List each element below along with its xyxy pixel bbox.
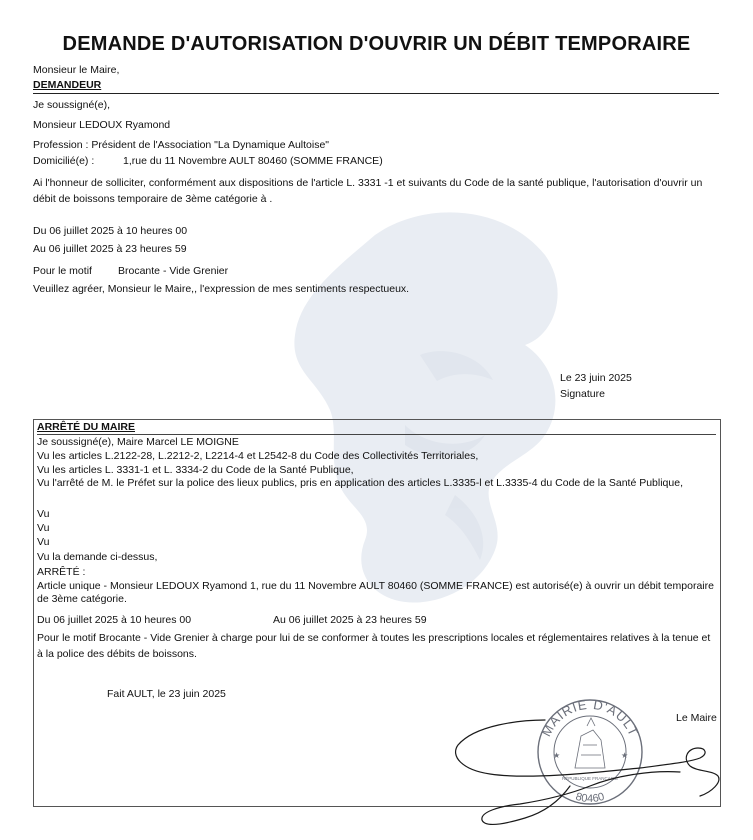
arrete-line-4: Vu l'arrêté de M. le Préfet sur la police des lieux publics, pris en application des articles L.3335-l et L.3335-4 du Code de la Santé Publique,	[37, 477, 683, 489]
arrete-vu-3: Vu	[37, 536, 50, 548]
demandeur-intro: Je soussigné(e),	[33, 99, 111, 111]
arrete-to: Au 06 juillet 2025 à 23 heures 59	[273, 614, 427, 626]
svg-text:★: ★	[621, 751, 629, 760]
arrete-rule	[37, 434, 716, 435]
arrete-motif: Pour le motif Brocante - Vide Grenier à charge pour lui de se conformer à toutes les prescriptions locales et réglementaires relatives à la tenue et à la police des débits de boissons.	[37, 632, 711, 660]
page-title: DEMANDE D'AUTORISATION D'OUVRIR UN DÉBIT TEMPORAIRE	[62, 33, 691, 55]
domicile-label: Domicilié(e) :	[33, 155, 95, 167]
arrete-line-5: Vu la demande ci-dessus,	[37, 551, 158, 563]
arrete-line-2: Vu les articles L.2122-28, L.2212-2, L2214-4 et L2542-8 du Code des Collectivités Territoriales,	[37, 450, 479, 462]
stamp-top-text: MAIRIE D'AULT	[538, 696, 642, 739]
demandeur-heading: DEMANDEUR	[33, 79, 102, 91]
signature-label: Signature	[560, 388, 605, 400]
demandeur-name: Monsieur LEDOUX Ryamond	[33, 119, 171, 131]
demandeur-to: Au 06 juillet 2025 à 23 heures 59	[33, 243, 187, 255]
motif-value: Brocante - Vide Grenier	[118, 265, 229, 277]
stamp-bottom-text: 80460	[574, 790, 606, 806]
demandeur-rule	[33, 93, 719, 94]
request-date: Le 23 juin 2025	[560, 372, 632, 384]
arrete-from: Du 06 juillet 2025 à 10 heures 00	[37, 614, 192, 626]
motif-label: Pour le motif	[33, 265, 92, 277]
stamp-inner-text: RÉPUBLIQUE FRANÇAISE	[561, 776, 619, 781]
closing-text: Veuillez agréer, Monsieur le Maire,, l'expression de mes sentiments respectueux.	[33, 283, 410, 295]
arrete-line-6: ARRÊTÉ :	[37, 566, 86, 578]
fait-text: Fait AULT, le 23 juin 2025	[107, 688, 226, 700]
arrete-line-1: Je soussigné(e), Maire Marcel LE MOIGNE	[37, 436, 239, 448]
demandeur-from: Du 06 juillet 2025 à 10 heures 00	[33, 225, 188, 237]
domicile-value: 1,rue du 11 Novembre AULT 80460 (SOMME FRANCE)	[123, 155, 383, 167]
mayor-signature	[450, 700, 730, 840]
salutation: Monsieur le Maire,	[33, 64, 120, 76]
arrete-line-3: Vu les articles L. 3331-1 et L. 3334-2 du Code de la Santé Publique,	[37, 464, 354, 476]
arrete-vu-1: Vu	[37, 508, 50, 520]
arrete-heading: ARRÊTÉ DU MAIRE	[37, 421, 136, 433]
arrete-vu-2: Vu	[37, 522, 50, 534]
svg-text:★: ★	[553, 751, 561, 760]
le-maire-label: Le Maire	[676, 712, 717, 724]
request-text: Ai l'honneur de solliciter, conformément aux dispositions de l'article L. 3331 -1 et suivants du Code de la santé publique, l'autorisation d'ouvrir un débit de boissons temporaire de 3ème catégorie à .	[33, 177, 703, 205]
arrete-article: Article unique - Monsieur LEDOUX Ryamond 1, rue du 11 Novembre AULT 80460 (SOMME FRANCE) est autorisé(e) à ouvrir un débit temporaire de 3ème catégorie.	[37, 580, 714, 605]
demandeur-profession: Profession : Président de l'Association "La Dynamique Aultoise"	[33, 139, 330, 151]
